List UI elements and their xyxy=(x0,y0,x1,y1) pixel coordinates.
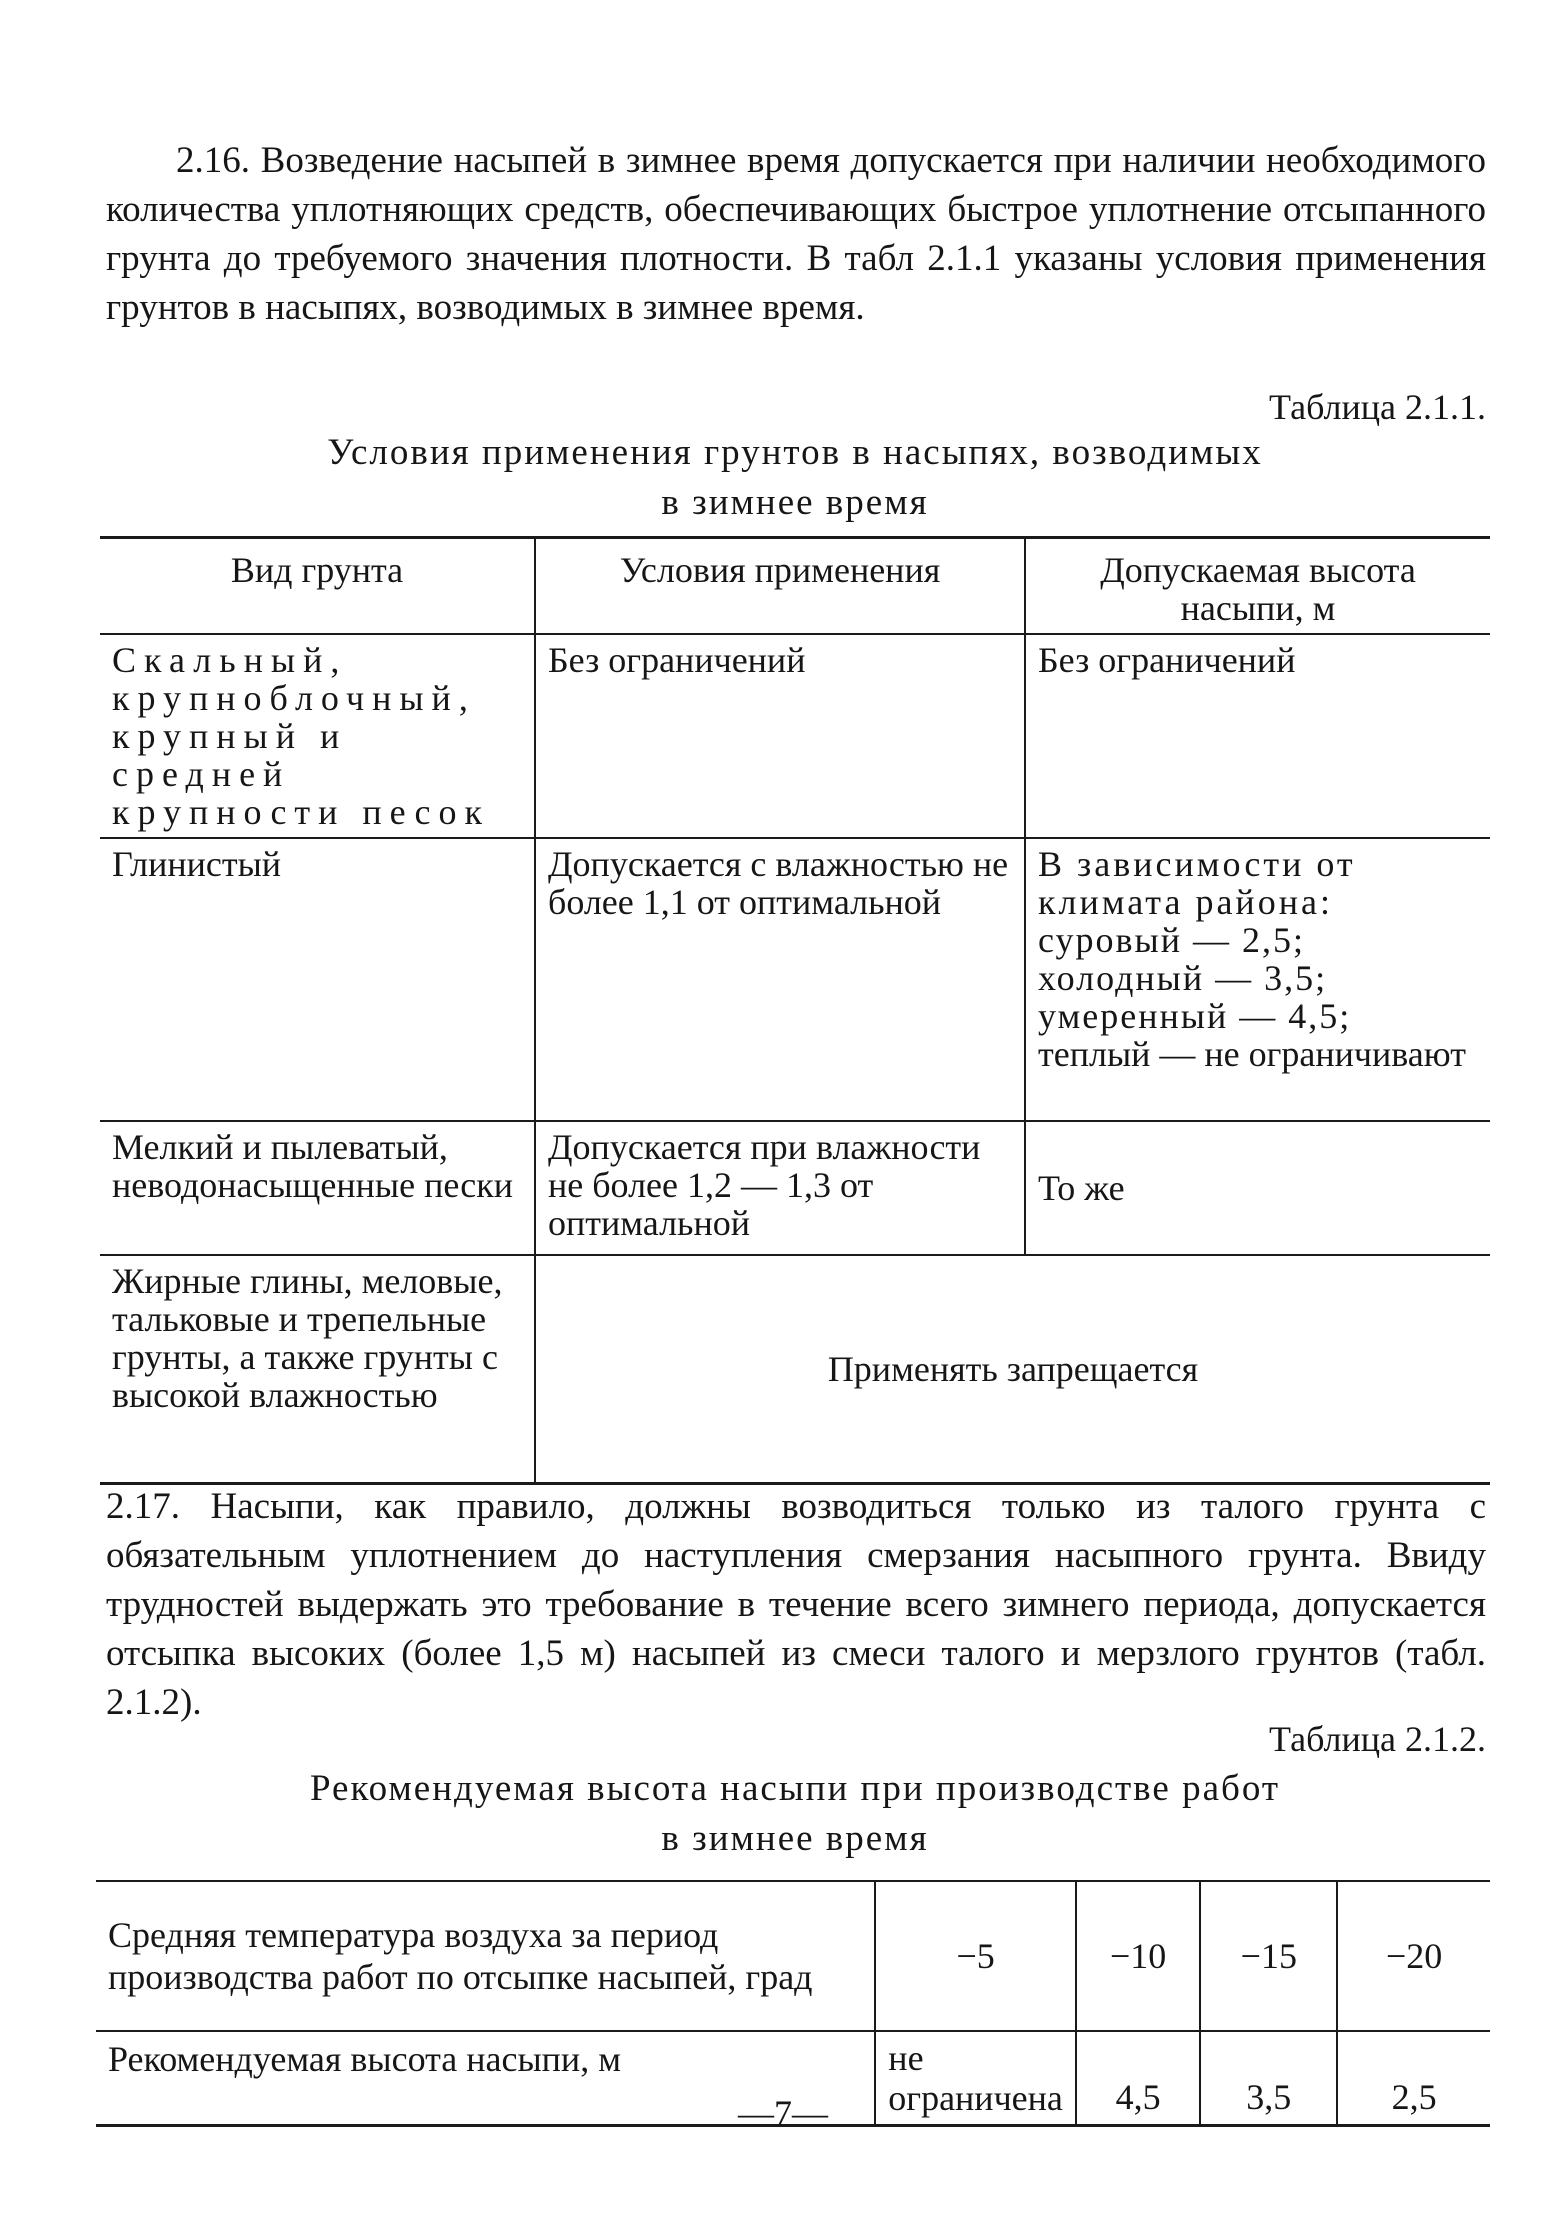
height-item: умеренный — 4,5; xyxy=(1038,996,1352,1036)
temperature-value: −10 xyxy=(1076,1881,1201,2031)
height-item: холодный — 3,5; xyxy=(1038,958,1328,998)
conditions-cell: Допускается при влажности не более 1,2 — 1,3 от оптимальной xyxy=(535,1121,1025,1255)
table-2-1-2-title xyxy=(100,1764,1490,1864)
paragraph-2-17-text: 2.17. Насыпи, как правило, должны возводиться только из талого грунта с обязательным уплотнением до наступления смерзания насыпного грунта. Ввиду трудностей выдержать это требование в течение всего зимнего периода, допускается отсыпка высоких (более 1,5 м) насыпей из смеси талого и мерзлого грунтов (табл. 2.1.2). xyxy=(106,1486,1486,1723)
header-soil-type: Вид грунта xyxy=(100,538,535,635)
table-2-1-2-title-line1: Рекомендуемая высота насыпи при производстве работ xyxy=(309,1768,1281,1809)
table-2-1-1-title xyxy=(100,428,1490,528)
temperature-label: Средняя температура воздуха за период производства работ по отсыпке насыпей, град xyxy=(96,1881,875,2031)
prohibited-cell: Применять запрещается xyxy=(535,1255,1490,1483)
table-2-1-2-title-line2: в зимнее время xyxy=(661,1818,929,1859)
table-row xyxy=(100,1121,1490,1255)
height-value: 4,5 xyxy=(1076,2031,1201,2126)
table-2-1-1-title-line1: Условия применения грунтов в насыпях, возводимых xyxy=(327,432,1263,473)
temperature-value: −20 xyxy=(1337,1881,1490,2031)
page-number: —7— xyxy=(738,2093,828,2133)
height-value: не ограничена xyxy=(875,2031,1076,2126)
temperature-value: −5 xyxy=(875,1881,1076,2031)
height-value: 2,5 xyxy=(1337,2031,1490,2126)
height-label: Рекомендуемая высота насыпи, м xyxy=(96,2031,875,2126)
table-2-1-1-label: Таблица 2.1.1. xyxy=(1269,387,1486,427)
soil-cell: Глинистый xyxy=(100,838,535,1121)
table-2-1-1-title-line2: в зимнее время xyxy=(661,482,929,523)
soil-cell: Скальный, крупноблочный, крупный и средней крупности песок xyxy=(100,634,535,838)
conditions-cell: Допускается с влажностью не более 1,1 от оптимальной xyxy=(535,838,1025,1121)
paragraph-2-16-text: 2.16. Возведение насыпей в зимнее время допускается при наличии необходимого количества уплотняющих средств, обеспечивающих быстрое уплотнение отсыпанного грунта до требуемого значения плотности. В табл 2.1.1 указаны условия применения грунтов в насыпях, возводимых в зимнее время. xyxy=(106,140,1486,328)
temperature-row xyxy=(96,1881,1490,2031)
soil-cell: Жирные глины, меловые, тальковые и трепельные грунты, а также грунты с высокой влажностью xyxy=(100,1255,535,1483)
height-intro: В зависимости от климата района: xyxy=(1038,844,1356,922)
height-item: суровый — 2,5; xyxy=(1038,920,1305,960)
height-item: теплый — не ограничивают xyxy=(1038,1034,1466,1074)
soil-conditions-table xyxy=(100,536,1490,1485)
table-row xyxy=(100,634,1490,838)
header-conditions: Условия применения xyxy=(535,538,1025,635)
header-allowed-height: Допускаемая высота насыпи, м xyxy=(1025,538,1490,635)
table-header-row xyxy=(100,538,1490,635)
height-cell xyxy=(1025,838,1490,1121)
paragraph-2-17 xyxy=(106,1482,1486,1727)
temperature-value: −15 xyxy=(1200,1881,1337,2031)
conditions-cell: Без ограничений xyxy=(535,634,1025,838)
soil-cell: Мелкий и пылеватый, неводонасыщенные пески xyxy=(100,1121,535,1255)
height-value: 3,5 xyxy=(1200,2031,1337,2126)
paragraph-2-16 xyxy=(106,136,1486,332)
height-cell: Без ограничений xyxy=(1025,634,1490,838)
table-row xyxy=(100,838,1490,1121)
height-cell: То же xyxy=(1025,1121,1490,1255)
table-2-1-2-label: Таблица 2.1.2. xyxy=(1269,1719,1486,1759)
table-row xyxy=(100,1255,1490,1483)
recommended-height-table xyxy=(96,1880,1490,2127)
